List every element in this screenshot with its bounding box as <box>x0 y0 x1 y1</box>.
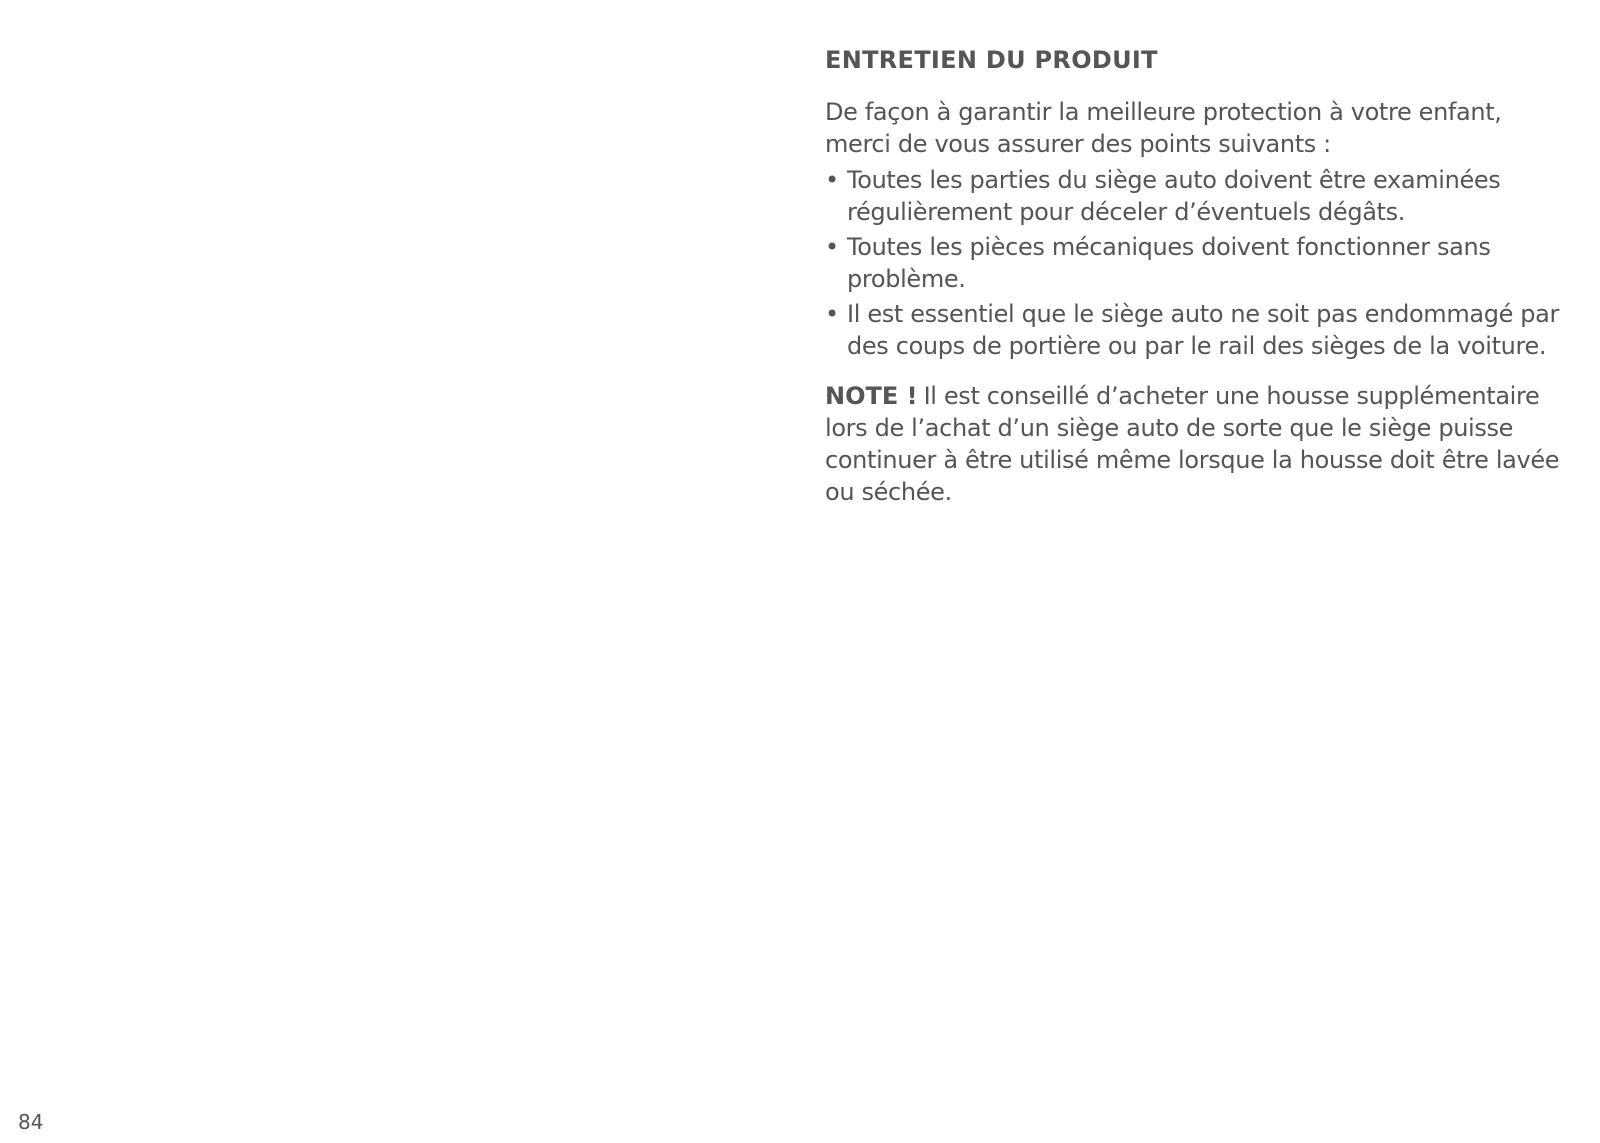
intro-paragraph: De façon à garantir la meilleure protection à votre enfant, merci de vous assurer des points suivants : <box>825 98 1502 158</box>
note-paragraph <box>825 380 1570 508</box>
checklist-item-text: Il est essentiel que le siège auto ne soit pas endommagé par des coups de portière ou par le rail des sièges de la voiture. <box>847 300 1560 360</box>
checklist-item-text: Toutes les parties du siège auto doivent être examinées régulièrement pour déceler d’éventuels dégâts. <box>847 166 1501 226</box>
bullet-point-icon: • <box>825 166 839 194</box>
maintenance-checklist <box>825 164 1570 362</box>
checklist-item <box>825 231 1570 295</box>
checklist-item-text: Toutes les pièces mécaniques doivent fonctionner sans problème. <box>847 233 1491 293</box>
note-label: NOTE ! <box>825 382 918 410</box>
bullet-point-icon: • <box>825 300 839 328</box>
bullet-point-icon: • <box>825 233 839 261</box>
checklist-item <box>825 298 1570 362</box>
note-text: Il est conseillé d’acheter une housse supplémentaire lors de l’achat d’un siège auto de sorte que le siège puisse continuer à être utilisé même lorsque la housse doit être lavée ou séchée. <box>825 382 1560 506</box>
checklist-item <box>825 164 1570 228</box>
maintenance-section <box>825 44 1570 508</box>
section-title: ENTRETIEN DU PRODUIT <box>825 46 1158 74</box>
page-number: 84 <box>18 1110 44 1134</box>
